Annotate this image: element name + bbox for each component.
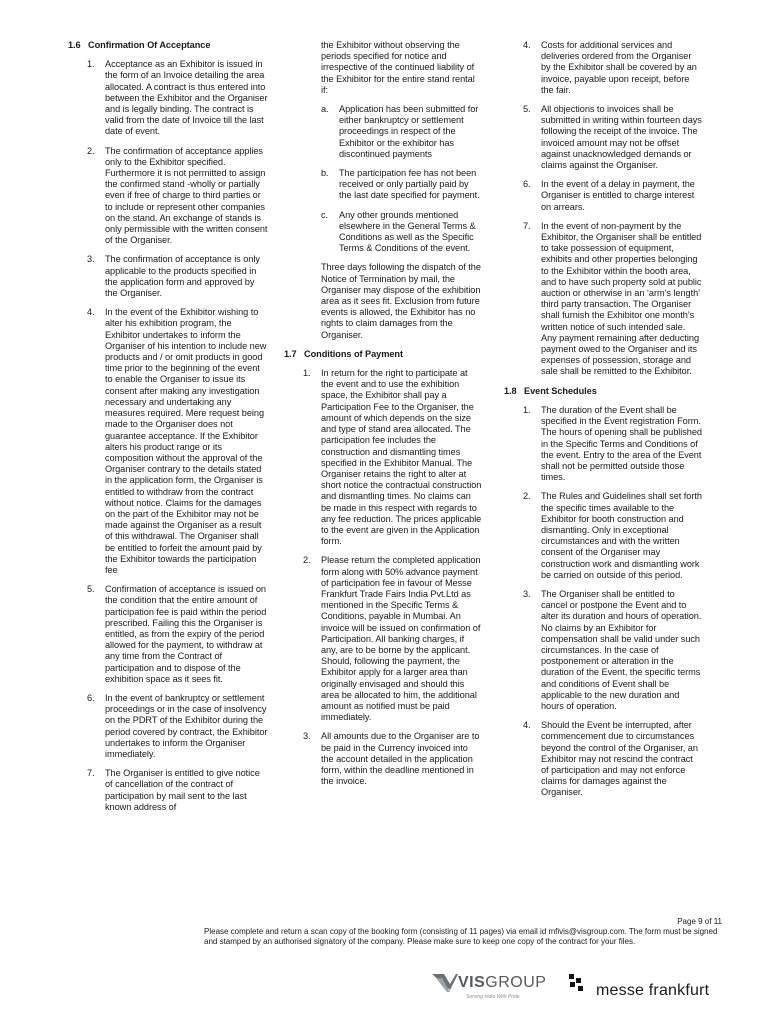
vis-group-word: GROUP (485, 974, 547, 991)
item-text: Acceptance as an Exhibitor is issued in the form of an Invoice detailing the area allocated. A contract is thus entered into between the Exhibitor and the Organiser and is legally binding. The contract is valid from the date of Invoice till the last date of event. (105, 59, 268, 137)
item-text: The duration of the Event shall be specified in the Event registration Form. The hours of opening shall be published in the Specific Terms and Conditions of the event. Entry to the area of the Event shall not be permitted outside those times. (541, 404, 702, 483)
footer-logos (430, 966, 730, 1006)
section-number: 1.6 (68, 40, 81, 50)
section-number: 1.8 (504, 385, 517, 396)
vis-chevron-icon (430, 970, 460, 996)
item-marker: 3. (303, 731, 311, 742)
item-marker: b. (321, 168, 329, 179)
list-item (504, 104, 702, 171)
list-item (504, 179, 702, 213)
messe-frankfurt-logo (566, 972, 726, 1002)
item-marker: 5. (523, 104, 531, 115)
item-marker: 5. (87, 584, 95, 595)
section-title: Confirmation Of Acceptance (88, 40, 211, 50)
list-item (504, 491, 702, 581)
list-1-8 (504, 405, 702, 799)
vis-tagline: Serving India With Pride (466, 994, 520, 1000)
list-1-7-continued (504, 40, 702, 378)
list-item (68, 59, 268, 137)
item-text: All amounts due to the Organiser are to be paid in the Currency invoiced into the account detailed in the application form, within the deadline mentioned in the invoice. (321, 731, 480, 787)
vis-wordmark (458, 974, 546, 992)
item-text: Confirmation of acceptance is issued on the condition that the entire amount of participation fee is paid within the period prescribed. Failing this the Organiser is entitled, as from the expiry of the period allowed for the payment, to withdraw at any time from the Contract of participation and to dispose of the exhibition space as it sees fit. (105, 584, 267, 684)
list-alpha (321, 104, 482, 254)
item-marker: 4. (523, 720, 531, 731)
list-item (284, 731, 482, 787)
messe-frankfurt-mark-icon (566, 972, 590, 996)
list-item (68, 584, 268, 685)
item-text: Should the Event be interrupted, after commencement due to circumstances beyond the control of the Organiser, an Exhibitor may not rescind the contract of participation and may not enforce claims for damages against the Organiser. (541, 720, 698, 798)
list-item (68, 146, 268, 247)
section-heading-1-8 (504, 386, 702, 397)
list-item (504, 40, 702, 96)
list-item (68, 307, 268, 576)
section-heading-1-6 (68, 40, 268, 51)
item-text: The confirmation of acceptance is only applicable to the products specified in the application form and approved by the Organiser. (105, 254, 260, 299)
page-number: Page 9 of 11 (677, 917, 722, 926)
item-marker: 6. (523, 179, 531, 190)
item-marker: 7. (523, 220, 531, 231)
item-text: All objections to invoices shall be submitted in writing within fourteen days following the receipt of the invoice. The invoiced amount may not be offset against unacknowledged demands or claims against the Organiser. (541, 104, 702, 171)
messe-frankfurt-wordmark: messe frankfurt (596, 982, 710, 999)
item-text: In the event of non-payment by the Exhibitor, the Organiser shall be entitled to take possession of equipment, exhibits and other properties belonging to the Exhibitor within the booth area, and to have such property sold at public auction or otherwise in an ‘arm’s length’ third party transaction. The Organiser shall furnish the Exhibitor one month’s written notice of such intended sale. Any payment remaining after deducting payment owed to the Organiser and its expenses of possession, storage and sale shall be remitted to the Exhibitor. (541, 220, 702, 377)
section-number: 1.7 (284, 348, 297, 359)
list-item (68, 693, 268, 760)
item-marker: 4. (87, 307, 95, 318)
vis-name: VIS (458, 974, 486, 991)
item-text: The Rules and Guidelines shall set forth the specific times available to the Exhibitor for booth construction and dismantling. Only in exceptional circumstances and with the written consent of the Organiser may construction work and dismantling work be carried on outside of this period. (541, 491, 702, 580)
item-marker: 1. (87, 59, 95, 70)
item-text: In the event of the Exhibitor wishing to alter his exhibition program, the Exhibitor undertakes to inform the Organiser of his intention to include new products and / or omit products in good time prior to the beginning of the event to enable the Organiser to issue its consent after making any investigation necessary and undertaking any measures required. Mere request being made to the Organiser does not guarantee acceptance. If the Exhibitor alters his product range or its composition without the approval of the Organiser contrary to the details stated in the application form, the Organiser is entitled to withdraw from the contract without notice. Claims for the damages on the part of the Exhibitor may not be made against the Organiser as a result of this withdrawal. The Organiser shall be entitled to forfeit the amount paid by the Exhibitor towards the participation fee (105, 307, 267, 575)
list-item (68, 768, 268, 813)
item-marker: 1. (523, 404, 531, 415)
item-marker: 3. (87, 254, 95, 265)
list-1-7 (284, 368, 482, 787)
list-item (321, 210, 482, 255)
item-marker: 2. (303, 555, 311, 566)
item-marker: 3. (523, 588, 531, 599)
list-item (504, 589, 702, 712)
closing-paragraph: Three days following the dispatch of the Notice of Termination by mail, the Organiser may dispose of the exhibition area as it sees fit. Exclusion from future events is allowed, the Exhibitor has no rights to claim damages from the Organiser. (321, 262, 481, 340)
item-text: Any other grounds mentioned elsewhere in the General Terms & Conditions as well as the Specific Terms & Conditions of the event. (339, 209, 476, 254)
item-text: Costs for additional services and deliveries ordered from the Organiser by the Exhibitor shall be covered by an invoice, payable upon receipt, before the fair. (541, 40, 697, 95)
item-text: Application has been submitted for either bankruptcy or settlement proceedings in respect of the Exhibitor or the exhibitor has discontinued payments (339, 104, 479, 159)
item-marker: c. (321, 209, 329, 220)
item-text: In return for the right to participate at the event and to use the exhibition space, the Exhibitor shall pay a Participation Fee to the Organiser, the amount of which depends on the size and type of stand area allocated. The participation fee includes the construction and dismantling times specified in the Exhibitor Manual. The Organiser retains the right to alter at short notice the contractual construction and dismantling times. No claims can be made in this respect with regards to any fee reduction. The prices applicable to the event are given in the Application form. (321, 368, 482, 547)
item-marker: 7. (87, 768, 95, 779)
list-1-6 (68, 59, 268, 813)
section-title: Conditions of Payment (304, 348, 403, 359)
item-text: The confirmation of acceptance applies only to the Exhibitor specified. Furthermore it is not permitted to assign the confirmed stand -wholly or partially even if free of charge to third parties or to include or represent other companies on the stand. An exchange of stands is only permissible with the written consent of the Organiser. (105, 145, 268, 246)
list-item (68, 254, 268, 299)
section-heading-1-7 (284, 349, 482, 360)
item-marker: 2. (523, 491, 531, 502)
item-marker: 4. (523, 40, 531, 50)
continuation-text: the Exhibitor without observing the periods specified for notice and irrespective of the continued liability of the Exhibitor for the entire stand rental if: (321, 40, 475, 95)
column-left (68, 40, 268, 821)
list-item (321, 168, 482, 202)
item-text: In the event of bankruptcy or settlement proceedings or in the case of insolvency on the PDRT of the Exhibitor during the period covered by contract, the Exhibitor undertakes to inform the Organiser immediately. (105, 692, 268, 759)
list-item (284, 555, 482, 723)
list-item (504, 720, 702, 798)
item-text: The Organiser shall be entitled to cancel or postpone the Event and to alter its duration and hours of operation. No claims by an Exhibitor for compensation shall be valid under such circumstances. In the case of postponement or alteration in the duration of the Event, the specific terms and conditions of Event shall be applicable to the new duration and hours of operation. (541, 588, 702, 711)
item-text: Please return the completed application form along with 50% advance payment of participation fee in favour of Messe Frankfurt Trade Fairs India Pvt.Ltd as mentioned in the Specific Terms & Conditions, payable in Mumbai. An invoice will be issued on confirmation of Participation. All banking charges, if any, are to be borne by the applicant. Should, following the payment, the Exhibitor apply for a larger area than originally envisaged and should this area be allocated to him, the additional amount as notified must be paid immediately. (321, 555, 481, 723)
item-text: In the event of a delay in payment, the Organiser is entitled to charge interest on arrears. (541, 179, 695, 212)
continuation-block (284, 40, 482, 341)
footer-note: Please complete and return a scan copy of the booking form (consisting of 11 pages) via email id mfivis@visgroup.com. The form must be signed and stamped by an authorised signatory of the company. Please make sure to keep one copy of the contract for your files. (204, 927, 718, 946)
list-item (504, 405, 702, 483)
list-item (321, 104, 482, 160)
list-item (504, 221, 702, 378)
item-marker: 6. (87, 692, 95, 703)
item-marker: a. (321, 104, 329, 115)
section-title: Event Schedules (524, 385, 597, 396)
vis-group-logo (430, 966, 550, 1006)
item-marker: 1. (303, 368, 311, 379)
item-text: The participation fee has not been received or only partially paid by the last date specified for payment. (339, 168, 480, 201)
column-middle (284, 40, 482, 795)
item-text: The Organiser is entitled to give notice of cancellation of the contract of participation by mail sent to the last known address of (105, 768, 260, 812)
column-right (504, 40, 702, 807)
list-item (284, 368, 482, 547)
page-footer (204, 917, 722, 947)
item-marker: 2. (87, 145, 95, 156)
